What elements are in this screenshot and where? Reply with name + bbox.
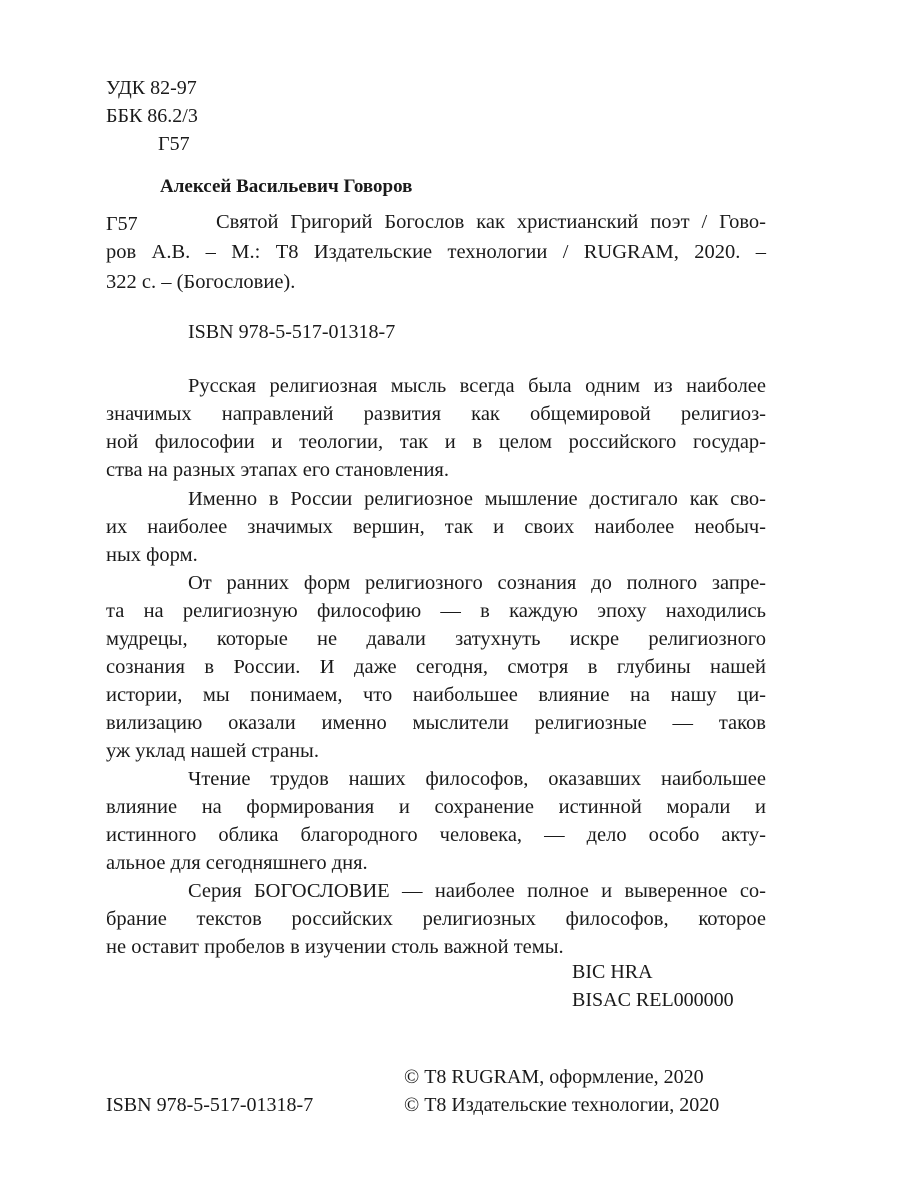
annotation-line: От ранних форм религиозного сознания до полного запре- — [188, 572, 766, 594]
annotation-line: Серия БОГОСЛОВИЕ — наиболее полное и выверенное со- — [188, 880, 766, 902]
bibliographic-line: Святой Григорий Богослов как христианский поэт / Гово- — [216, 211, 766, 233]
entry-isbn: ISBN 978-5-517-01318-7 — [188, 321, 396, 343]
bisac-code: BISAC REL000000 — [572, 989, 734, 1011]
annotation-line: Русская религиозная мысль всегда была одним из наиболее — [188, 375, 766, 397]
annotation-line: мудрецы, которые не давали затухнуть искре религиозного — [106, 628, 766, 650]
author-name: Алексей Васильевич Говоров — [160, 176, 413, 197]
bbk-code: ББК 86.2/3 — [106, 105, 198, 127]
annotation-line: ной философии и теологии, так и в целом российского государ- — [106, 431, 766, 453]
udk-code: УДК 82-97 — [106, 77, 197, 99]
annotation-line: та на религиозную философию — в каждую эпоху находились — [106, 600, 766, 622]
annotation-line: влияние на формирования и сохранение истинной морали и — [106, 796, 766, 818]
annotation-line: ства на разных этапах его становления. — [106, 459, 449, 481]
annotation-line: уж уклад нашей страны. — [106, 740, 319, 762]
annotation-line: альное для сегодняшнего дня. — [106, 852, 368, 874]
annotation-line: ных форм. — [106, 544, 198, 566]
annotation-line: Именно в России религиозное мышление достигало как сво- — [188, 488, 766, 510]
bibliographic-description — [106, 208, 766, 298]
annotation-line: вилизацию оказали именно мыслители религиозные — таков — [106, 712, 766, 734]
copyright-publisher: © Т8 Издательские технологии, 2020 — [404, 1094, 720, 1116]
annotation-line: значимых направлений развития как общемировой религиоз- — [106, 403, 766, 425]
annotation — [106, 372, 766, 958]
annotation-line: сознания в России. И даже сегодня, смотря в глубины нашей — [106, 656, 766, 678]
annotation-line: их наиболее значимых вершин, так и своих наиболее необыч- — [106, 516, 766, 538]
copyright-design: © Т8 RUGRAM, оформление, 2020 — [404, 1066, 704, 1088]
annotation-line: брание текстов российских религиозных философов, которое — [106, 908, 766, 930]
entry-sign: Г57 — [106, 213, 138, 235]
annotation-line: Чтение трудов наших философов, оказавших наибольшее — [188, 768, 766, 790]
bibliographic-line: 322 с. – (Богословие). — [106, 271, 296, 293]
bic-code: BIC HRA — [572, 961, 653, 983]
author-sign: Г57 — [158, 133, 190, 155]
annotation-line: не оставит пробелов в изучении столь важной темы. — [106, 936, 564, 958]
annotation-line: истинного облика благородного человека, — дело особо акту- — [106, 824, 766, 846]
bibliographic-line: ров А.В. – М.: Т8 Издательские технологии / RUGRAM, 2020. – — [106, 241, 766, 263]
annotation-line: истории, мы понимаем, что наибольшее влияние на нашу ци- — [106, 684, 766, 706]
footer-isbn: ISBN 978-5-517-01318-7 — [106, 1094, 314, 1116]
